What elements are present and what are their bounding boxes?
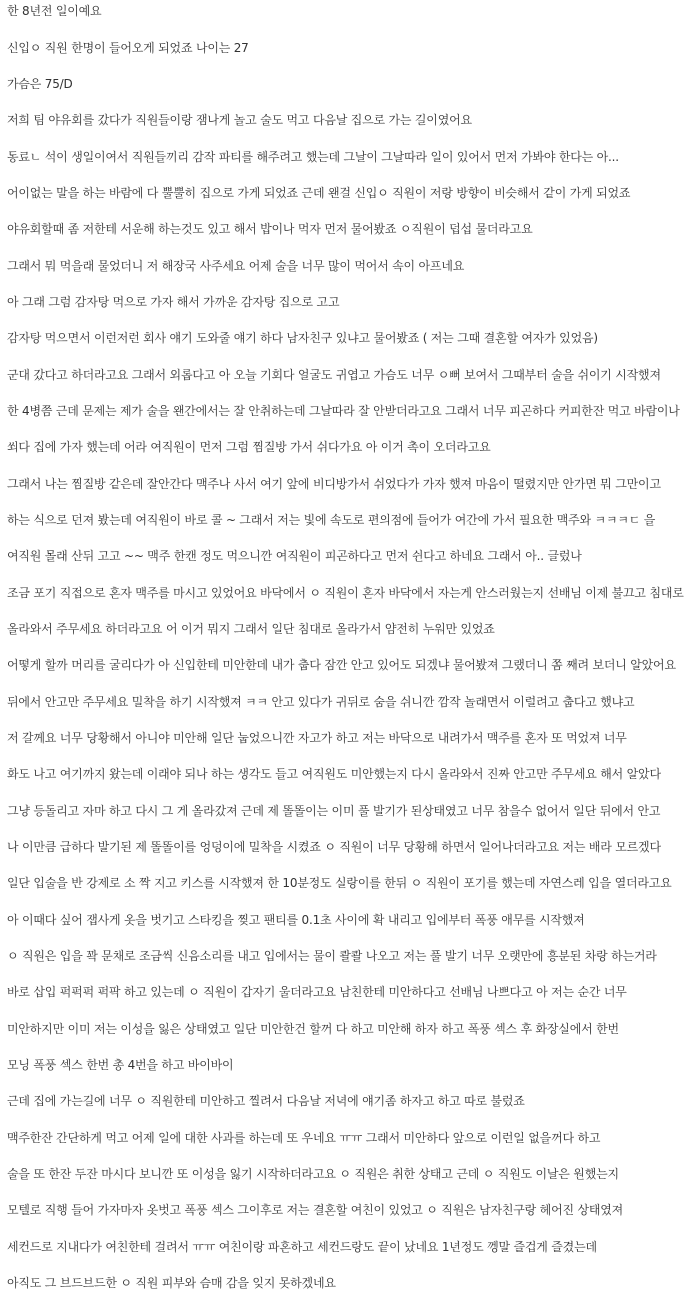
text-line: 미안하지만 이미 저는 이성을 잃은 상태였고 일단 미안한건 할꺼 다 하고 미안해 하자 하고 폭풍 섹스 후 화장실에서 한번 <box>7 1022 619 1036</box>
text-line: 한 8년전 일이예요 <box>7 4 102 18</box>
text-line: 쐬다 집에 가자 했는데 어라 여직원이 먼저 그럼 찜질방 가서 쉬다가요 아 이거 촉이 오더라고요 <box>7 440 491 454</box>
text-line: 모닝 폭풍 섹스 한번 총 4번을 하고 바이바이 <box>7 1058 234 1072</box>
text-line: 그래서 나는 찜질방 같은데 잘안간다 맥주나 사서 여기 앞에 비디방가서 쉬었다가 가자 했져 마음이 떨렸지만 안가면 뭐 그만이고 <box>7 477 661 491</box>
text-line: 하는 식으로 던져 봤는데 여직원이 바로 콜 ~ 그래서 저는 빛에 속도로 편의점에 들어가 여간에 가서 필요한 맥주와 ㅋㅋㅋㄷ 을 <box>7 513 656 527</box>
text-line: 여직원 몰래 산뒤 고고 ~~ 맥주 한캔 정도 먹으니깐 여직원이 피곤하다고 먼저 쉰다고 하네요 그래서 아.. 글렀나 <box>7 549 582 563</box>
text-line: 바로 삽입 퍽퍽퍽 퍽팍 하고 있는데 ㅇ 직원이 갑자기 울더라고요 남친한테 미안하다고 선배님 나쁘다고 아 저는 순간 너무 <box>7 985 627 999</box>
text-line: 신입ㅇ 직원 한명이 들어오게 되었죠 나이는 27 <box>7 41 249 55</box>
text-line: 그래서 뭐 먹을래 물었더니 저 해장국 사주세요 어제 술을 너무 많이 먹어서 속이 아프네요 <box>7 259 465 273</box>
text-line: 아 그래 그럼 감자탕 먹으로 가자 해서 가까운 감자탕 집으로 고고 <box>7 295 340 309</box>
text-line: 맥주한잔 간단하게 먹고 어제 일에 대한 사과를 하는데 또 우네요 ㅠㅠ 그래서 미안하다 앞으로 이런일 없을꺼다 하고 <box>7 1131 601 1145</box>
text-line: 화도 나고 여기까지 왔는데 이래야 되나 하는 생각도 들고 여직원도 미안했는지 다시 올라와서 진짜 안고만 주무세요 해서 알았다 <box>7 767 661 781</box>
text-line: 아 이때다 싶어 잽사게 옷을 벗기고 스타킹을 찢고 팬티를 0.1초 사이에 확 내리고 입에부터 폭풍 애무를 시작했져 <box>7 913 585 927</box>
text-line: 군대 갔다고 하더라고요 그래서 외롭다고 아 오늘 기회다 얼굴도 귀엽고 가슴도 너무 ㅇ뻐 보여서 그때부터 술을 쉬이기 시작했져 <box>7 368 661 382</box>
text-line: 아직도 그 브드브드한 ㅇ 직원 피부와 슴매 감을 잊지 못하겠네요 <box>7 1276 336 1290</box>
text-line: 동료ㄴ 석이 생일이여서 직원들끼리 감작 파티를 해주려고 했는데 그날이 그날따라 일이 있어서 먼저 가봐야 한다는 아... <box>7 150 619 164</box>
text-line: 뒤에서 안고만 주무세요 밀착을 하기 시작했져 ㅋㅋ 안고 있다가 귀뒤로 숨을 쉬니깐 깜작 놀래면서 이럴려고 춥다고 했냐고 <box>7 695 635 709</box>
text-line: 그냥 등돌리고 자마 하고 다시 그 게 올라갔져 근데 제 똘똘이는 이미 풀 발기가 된상태였고 너무 참을수 없어서 일단 뒤에서 안고 <box>7 804 661 818</box>
text-line: 근데 집에 가는길에 너무 ㅇ 직원한테 미안하고 찔려서 다음날 저녁에 얘기좀 하자고 하고 따로 불렀죠 <box>7 1094 525 1108</box>
text-line: 야유회할때 좀 저한테 서운해 하는것도 있고 해서 밥이나 먹자 먼저 물어봤죠 ㅇ직원이 덥섭 물더라고요 <box>7 222 533 236</box>
text-line: 어떻게 할까 머리를 굴리다가 아 신입한테 미안한데 내가 춥다 잠깐 안고 있어도 되겠냐 물어봤져 그랬더니 쫌 째려 보더니 알았어요 <box>7 658 676 672</box>
text-line: 나 이만큼 급하다 발기된 제 똘똘이를 엉덩이에 밀착을 시켰죠 ㅇ 직원이 너무 당황해 하면서 일어나더라고요 저는 배라 모르겠다 <box>7 840 661 854</box>
text-line: 저 갈께요 너무 당황해서 아니야 미안해 일단 눕었으니깐 자고가 하고 저는 바닥으로 내려가서 맥주를 혼자 또 먹었져 너무 <box>7 731 627 745</box>
text-line: 술을 또 한잔 두잔 마시다 보니깐 또 이성을 잃기 시작하더라고요 ㅇ 직원은 취한 상태고 근데 ㅇ 직원도 이날은 원했는지 <box>7 1167 619 1181</box>
text-line: 조금 포기 직접으로 혼자 맥주를 마시고 있었어요 바닥에서 ㅇ 직원이 혼자 바닥에서 자는게 안스러웠는지 선배님 이제 불끄고 침대로 <box>7 586 684 600</box>
text-line: 올라와서 주무세요 하더라고요 어 이거 뭐지 그래서 일단 침대로 올라가서 얌전히 누워만 있었죠 <box>7 622 495 636</box>
text-line: 어이없는 말을 하는 바람에 다 뿔뿔히 집으로 가게 되었죠 근데 왠걸 신입ㅇ 직원이 저랑 방향이 비슷해서 같이 가게 되었죠 <box>7 186 631 200</box>
text-line: ㅇ 직원은 입을 꽉 문채로 조금씩 신음소리를 내고 입에서는 물이 콸콸 나오고 저는 풀 발기 너무 오랫만에 흥분된 차랑 하는거라 <box>7 949 657 963</box>
text-line: 감자탕 먹으면서 이런저런 회사 얘기 도와줄 얘기 하다 남자친구 있냐고 물어봤죠 ( 저는 그때 결혼할 여자가 있었음) <box>7 331 598 345</box>
text-line: 모텔로 직행 들어 가자마자 옷벗고 폭풍 섹스 그이후로 저는 결혼할 여친이 있었고 ㅇ 직원은 남자친구랑 헤어진 상태였져 <box>7 1203 624 1217</box>
text-line: 가슴은 75/D <box>7 77 73 91</box>
text-line: 저희 팀 야유회를 갔다가 직원들이랑 잼나게 놀고 술도 먹고 다음날 집으로 가는 길이였어요 <box>7 113 472 127</box>
text-line: 세컨드로 지내다가 여친한테 걸려서 ㅠㅠ 여친이랑 파혼하고 세컨드랑도 끝이 났네요 1년정도 껭말 즐겁게 즐겼는데 <box>7 1240 597 1254</box>
text-line: 한 4병쯤 근데 문제는 제가 술을 왠간에서는 잘 안취하는데 그날따라 잘 안받더라고요 그래서 너무 피곤하다 커피한잔 먹고 바람이나 <box>7 404 680 418</box>
text-line: 일단 입술을 반 강제로 소 짝 지고 키스를 시작했져 한 10분정도 실랑이를 한뒤 ㅇ 직원이 포기를 했는데 자연스레 입을 열더라고요 <box>7 876 672 890</box>
